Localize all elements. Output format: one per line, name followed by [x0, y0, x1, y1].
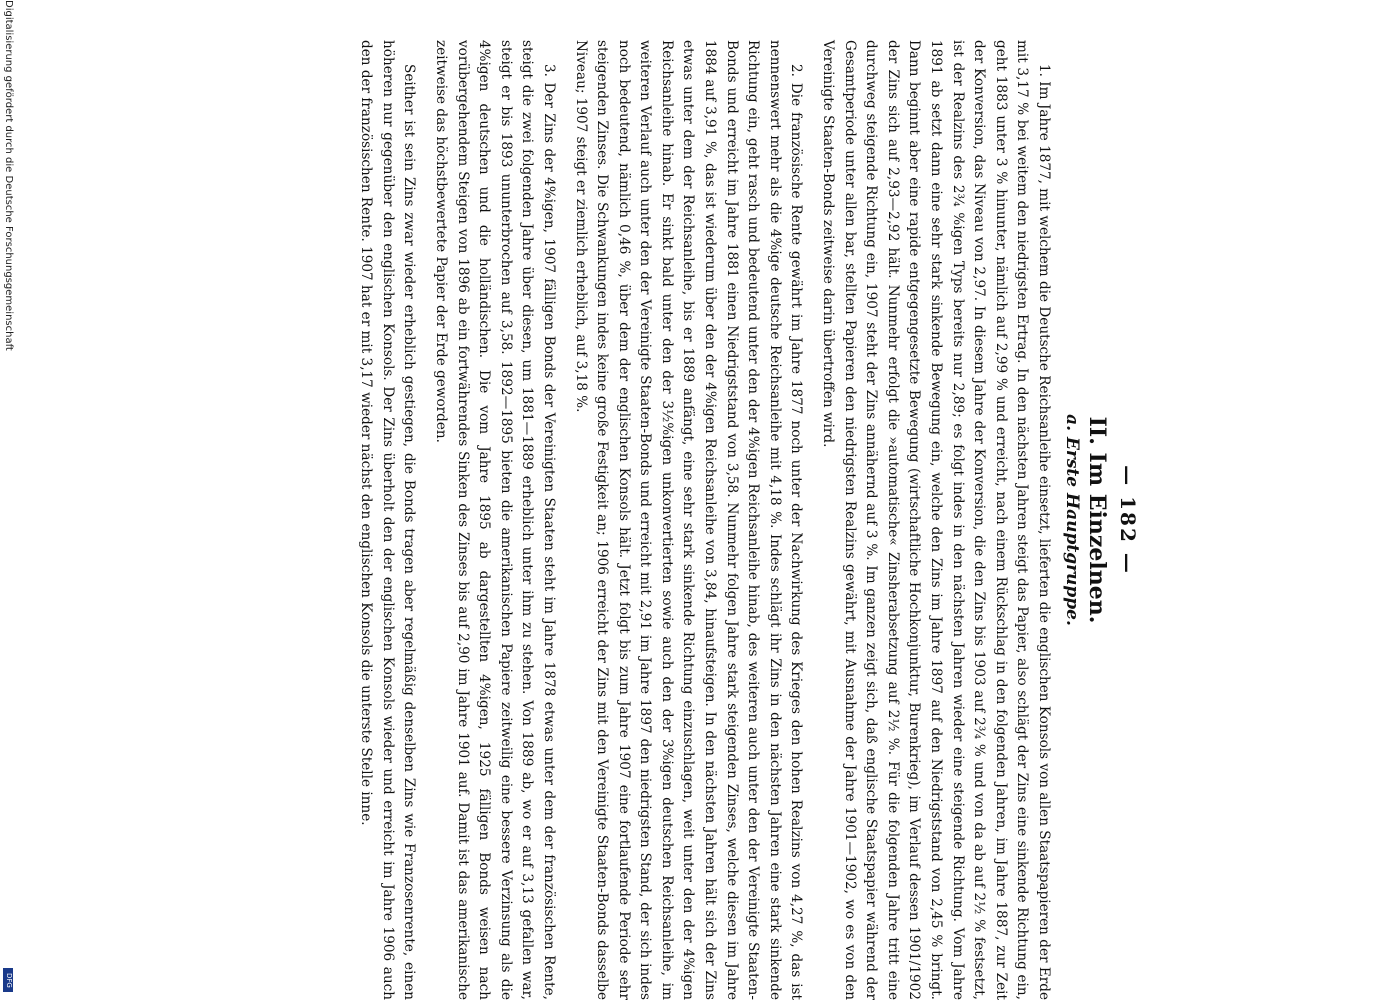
section-heading: II. Im Einzelnen. [1084, 416, 1110, 624]
subsection-heading: a. Erste Hauptgruppe. [1062, 414, 1082, 626]
dfg-logo: DFG [3, 968, 13, 992]
paragraph-3: 3. Der Zins der 4%igen, 1907 fälligen Bonds der Vereinigten Staaten steht im Jahre 1878 etwas unter dem der französischen Rente, steigt die zwei folgenden Jahre über diesen, um 1881—1889 erheblich unter ihm zu stehen. Von 1889 ab, wo er auf 3,13 gefallen war, steigt er bis 1893 ununterbrochen auf 3,58. 1892—1895 bieten die amerikanischen Papiere zeitweilig eine bessere Verzinsung als die 4%igen deutschen und die holländischen. Die vom Jahre 1895 ab dargestellten 4%igen, 1925 fälligen Bonds weisen nach vorübergehendem Steigen von 1896 ab ein fortwährendes Sinken des Zinses bis auf 2,90 im Jahre 1901 auf. Damit ist das amerikanische zeitweise das höchstbewertete Papier der Erde geworden. [432, 40, 557, 1000]
digitization-note: Digitalisierung gefördert durch die Deutsche Forschungsgemeinschaft [3, 0, 14, 351]
paragraph-2: 2. Die französische Rente gewährt im Jahre 1877 noch unter der Nachwirkung des Krieges den hohen Realzins von 4,27 %, das ist nennenswert mehr als die 4%ige deutsche Reichsanleihe mit 4,18 %. Indes schlägt ihr Zins in den nächsten Jahren eine stark sinkende Richtung ein, geht rasch und bedeutend unter den der 4%igen Reichsanleihe hinab, des weiteren auch unter den der Vereinigte Staaten-Bonds und erreicht im Jahre 1881 einen Niedrigststand von 3,58. Nunmehr folgen Jahre stark steigenden Zinses, welche diesen im Jahre 1884 auf 3,91 %, das ist wiederum über den der 4%igen Reichsanleihe von 3,84, hinaufsteigen. In den nächsten Jahren hält sich der Zins etwas unter dem der Reichsanleihe, bis er 1889 anfängt, eine sehr stark sinkende Richtung einzuschlagen, weit unter den der 4%igen Reichsanleihe hinab. Er sinkt bald unter den der 3½%igen unkonvertierten sowie auch den der 3%igen deutschen Reichsanleihe, im weiteren Verlauf auch unter den der Vereinigte Staaten-Bonds und erreicht mit 2,91 im Jahre 1897 den niedrigsten Stand, der sich indes noch bedeutend, nämlich 0,46 %, über dem der englischen Konsols hält. Jetzt folgt bis zum Jahre 1907 eine fortlaufende Periode sehr steigenden Zinses. Die Schwankungen indes keine große Festigkeit an; 1906 erreicht der Zins mit den Vereinigte Staaten-Bonds dasselbe Niveau; 1907 steigt er ziemlich erheblich, auf 3,18 %. [572, 40, 805, 1000]
paragraph-4: Seither ist sein Zins zwar wieder erheblich gestiegen, die Bonds tragen aber regelmäßig denselben Zins wie Franzosenrente, einen höheren nur gegenüber den englischen Konsols. Der Zins überholt den der englischen Konsols wieder und erreicht im Jahre 1906 auch den der französischen Rente. 1907 hat er mit 3,17 wieder nächst den englischen Konsols die unterste Stelle inne. [358, 40, 418, 1000]
side-margin [0, 0, 14, 1000]
paragraph-1: 1. Im Jahre 1877, mit welchem die Deutsche Reichsanleihe einsetzt, lieferten die englischen Konsols von allen Staatspapieren der Erde mit 3,17 % bei weitem den niedrigsten Ertrag. In den nächsten Jahren steigt das Papier, also schlägt der Zins eine sinkende Richtung ein, geht 1883 unter 3 % hinunter, nämlich auf 2,99 % und erreicht, nach einem Rückschlag in den folgenden Jahren, im Jahre 1887, zur Zeit der Konversion, das Niveau von 2,97. In diesem Jahre der Konversion, die den Zins bis 1903 auf 2¾ % und von da ab auf 2½ % festsetzt, ist der Realzins des 2¾ %igen Typs bereits nur 2,89; es folgt indes in den nächsten Jahren wieder eine steigende Richtung. Vom Jahre 1891 ab setzt dann eine sehr stark sinkende Bewegung ein, welche den Zins im Jahre 1897 auf den Niedrigststand von 2,45 % bringt. Dann beginnt aber eine rapide entgegengesetzte Bewegung (wirtschaftliche Hochkonjunktur, Burenkrieg), im Verlauf dessen 1901/1902 der Zins sich auf 2,93—2,92 hält. Nunmehr erfolgt die »automatische« Zinsherabsetzung auf 2½ %. Für die folgenden Jahre tritt eine durchweg steigende Richtung ein, 1907 steht der Zins annähernd auf 3 %. Im ganzen zeigt sich, daß englische Staatspapier während der Gesamtperiode unter allen bar, stellten Papieren den niedrigsten Realzins gewährt, mit Ausnahme der Jahre 1901—1902, wo es von den Vereinigte Staaten-Bonds zeitweise darin übertroffen wird. [820, 40, 1052, 1000]
page-number: — 182 — [1116, 465, 1140, 575]
rotated-page [50, 40, 1140, 1000]
